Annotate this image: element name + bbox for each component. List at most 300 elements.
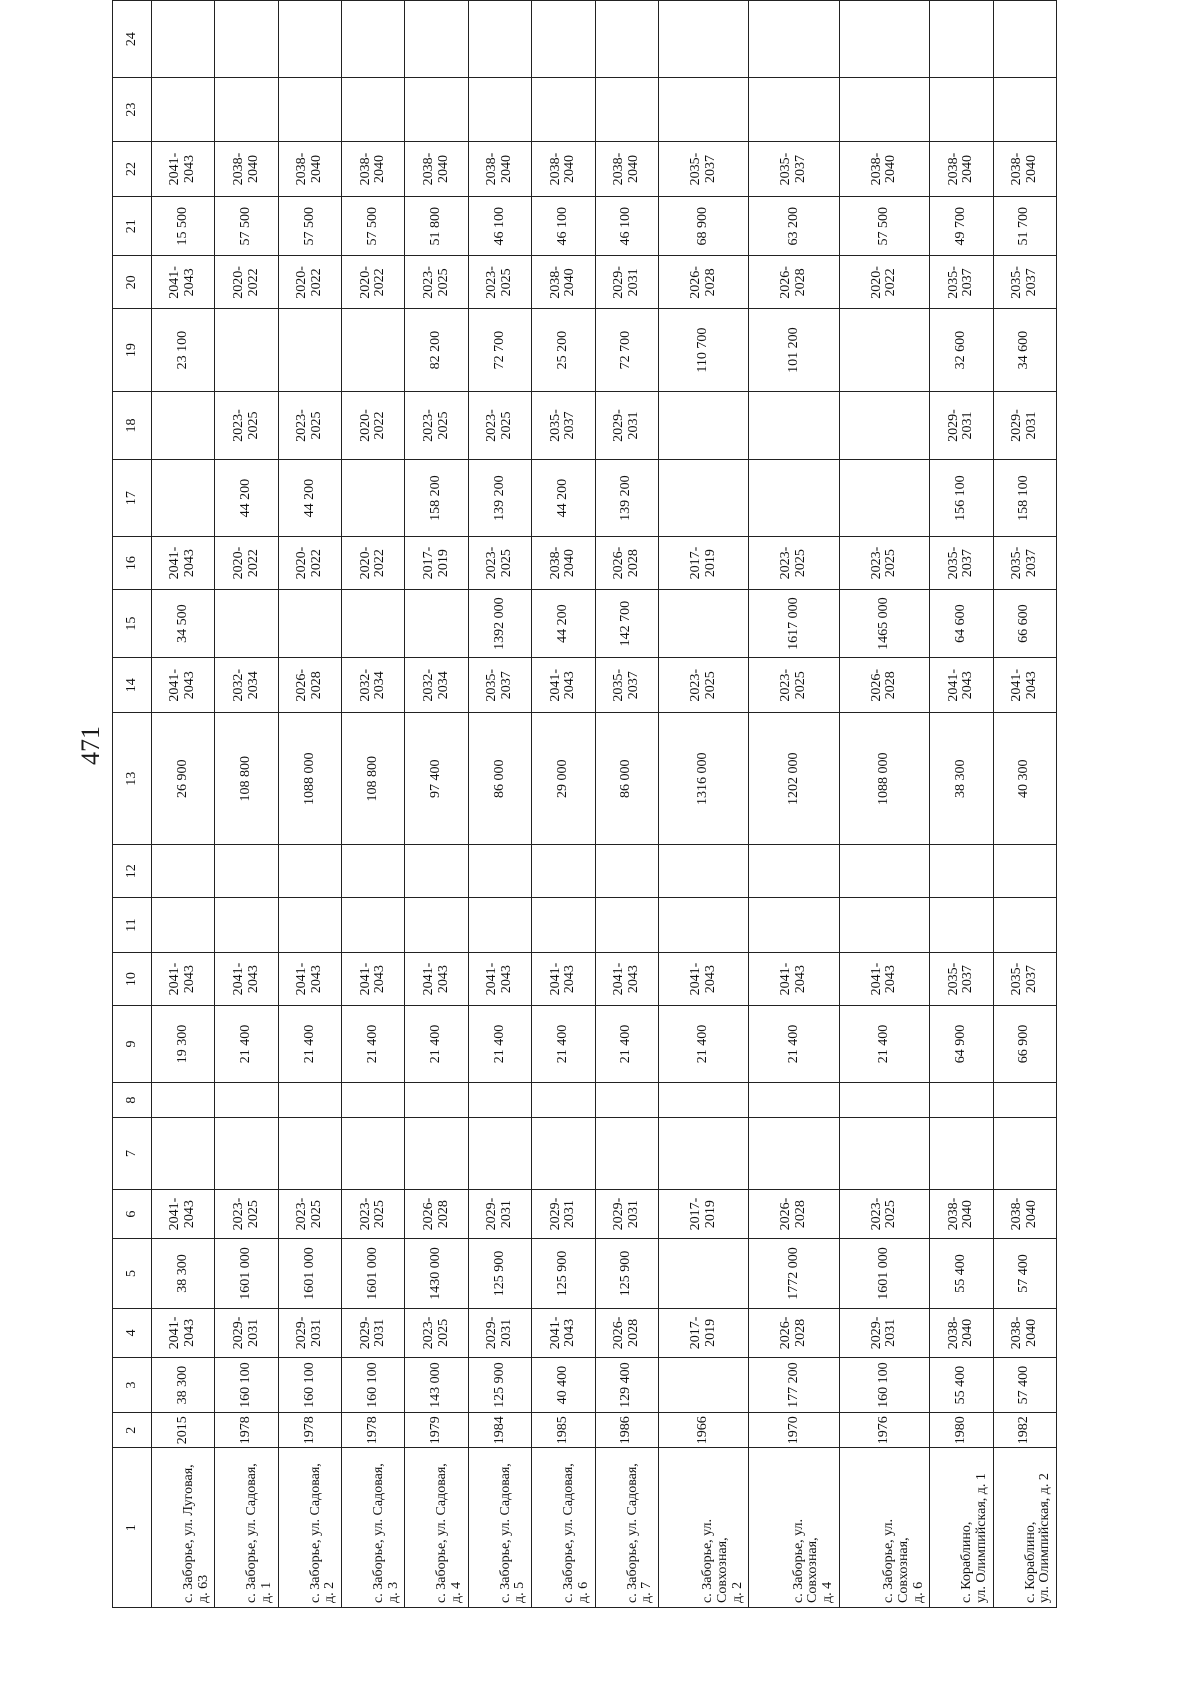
table-cell bbox=[468, 1083, 531, 1118]
table-cell: 26 900 bbox=[152, 713, 215, 845]
table-cell: 2023- 2025 bbox=[405, 256, 468, 309]
table-cell: 57 500 bbox=[839, 197, 929, 256]
table-cell bbox=[342, 898, 405, 953]
table-cell: 55 400 bbox=[930, 1239, 993, 1308]
table-cell: 2038- 2040 bbox=[532, 256, 595, 309]
table-cell: 72 700 bbox=[468, 309, 531, 392]
column-header-18: 18 bbox=[113, 391, 152, 459]
table-cell bbox=[658, 1239, 748, 1308]
table-cell: 64 900 bbox=[930, 1006, 993, 1083]
table-cell bbox=[839, 391, 929, 459]
table-cell bbox=[993, 1118, 1056, 1190]
table-cell: 1601 000 bbox=[278, 1239, 341, 1308]
table-cell: 2020- 2022 bbox=[342, 391, 405, 459]
table-cell: 2032- 2034 bbox=[215, 658, 278, 713]
table-cell bbox=[405, 589, 468, 657]
table-cell: 2023- 2025 bbox=[658, 658, 748, 713]
table-cell: 57 400 bbox=[993, 1239, 1056, 1308]
table-cell bbox=[839, 1118, 929, 1190]
table-cell bbox=[468, 78, 531, 142]
table-cell bbox=[532, 1083, 595, 1118]
table-cell: 2041- 2043 bbox=[595, 953, 658, 1006]
table-cell: 2029- 2031 bbox=[468, 1189, 531, 1239]
table-cell: 21 400 bbox=[405, 1006, 468, 1083]
column-header-23: 23 bbox=[113, 78, 152, 142]
table-cell: 57 500 bbox=[278, 197, 341, 256]
table-cell: 1978 bbox=[342, 1413, 405, 1448]
table-cell bbox=[342, 78, 405, 142]
table-cell bbox=[152, 1, 215, 78]
table-cell: 158 100 bbox=[993, 460, 1056, 537]
table-cell: 44 200 bbox=[532, 460, 595, 537]
table-row bbox=[595, 1, 658, 1608]
table-cell: 2023- 2025 bbox=[405, 1308, 468, 1358]
table-cell bbox=[215, 1, 278, 78]
table-cell bbox=[405, 898, 468, 953]
table-cell: 46 100 bbox=[468, 197, 531, 256]
column-header-1: 1 bbox=[113, 1448, 152, 1608]
table-cell: 1601 000 bbox=[215, 1239, 278, 1308]
table-cell: 21 400 bbox=[658, 1006, 748, 1083]
table-cell: 2035- 2037 bbox=[658, 142, 748, 197]
table-cell bbox=[993, 845, 1056, 898]
table-cell bbox=[342, 589, 405, 657]
table-cell bbox=[405, 1083, 468, 1118]
table-cell: 2038- 2040 bbox=[930, 142, 993, 197]
table-cell: 2041- 2043 bbox=[993, 658, 1056, 713]
table-cell: 1772 000 bbox=[749, 1239, 839, 1308]
table-cell: 1986 bbox=[595, 1413, 658, 1448]
table-cell: 1088 000 bbox=[278, 713, 341, 845]
column-header-10: 10 bbox=[113, 953, 152, 1006]
table-cell: 2023- 2025 bbox=[342, 1189, 405, 1239]
table-row bbox=[215, 1, 278, 1608]
table-cell: 177 200 bbox=[749, 1358, 839, 1413]
table-cell bbox=[595, 1118, 658, 1190]
address-cell: с. Заборье, ул. Луговая, д. 63 bbox=[152, 1448, 215, 1608]
header-row bbox=[113, 1, 152, 1608]
column-header-2: 2 bbox=[113, 1413, 152, 1448]
table-cell: 160 100 bbox=[839, 1358, 929, 1413]
table-cell: 2035- 2037 bbox=[993, 256, 1056, 309]
table-cell: 2020- 2022 bbox=[215, 256, 278, 309]
table-cell: 1976 bbox=[839, 1413, 929, 1448]
table-cell: 2020- 2022 bbox=[342, 537, 405, 590]
table-cell: 57 400 bbox=[993, 1358, 1056, 1413]
table-cell: 2035- 2037 bbox=[930, 537, 993, 590]
table-cell bbox=[658, 460, 748, 537]
table-cell: 2041- 2043 bbox=[532, 1308, 595, 1358]
table-cell bbox=[405, 78, 468, 142]
table-cell bbox=[749, 1118, 839, 1190]
table-cell: 2041- 2043 bbox=[152, 537, 215, 590]
table-cell bbox=[839, 460, 929, 537]
table-cell bbox=[278, 845, 341, 898]
table-cell: 2032- 2034 bbox=[342, 658, 405, 713]
table-cell: 2041- 2043 bbox=[405, 953, 468, 1006]
table-cell: 29 000 bbox=[532, 713, 595, 845]
table-cell: 2023- 2025 bbox=[278, 391, 341, 459]
table-cell: 2041- 2043 bbox=[532, 953, 595, 1006]
table-cell: 1982 bbox=[993, 1413, 1056, 1448]
table-cell bbox=[532, 845, 595, 898]
address-cell: с. Заборье, ул. Садовая, д. 7 bbox=[595, 1448, 658, 1608]
table-cell: 2038- 2040 bbox=[993, 142, 1056, 197]
table-cell bbox=[658, 589, 748, 657]
table-cell: 125 900 bbox=[595, 1239, 658, 1308]
table-cell: 46 100 bbox=[595, 197, 658, 256]
table-cell: 25 200 bbox=[532, 309, 595, 392]
table-cell bbox=[658, 1083, 748, 1118]
column-header-7: 7 bbox=[113, 1118, 152, 1190]
table-cell bbox=[993, 78, 1056, 142]
table-cell: 2038- 2040 bbox=[215, 142, 278, 197]
table-row bbox=[405, 1, 468, 1608]
table-cell bbox=[993, 1083, 1056, 1118]
table-cell: 2041- 2043 bbox=[839, 953, 929, 1006]
column-header-17: 17 bbox=[113, 460, 152, 537]
table-cell bbox=[215, 898, 278, 953]
table-cell: 139 200 bbox=[468, 460, 531, 537]
table-cell bbox=[342, 1083, 405, 1118]
address-cell: с. Заборье, ул. Садовая, д. 1 bbox=[215, 1448, 278, 1608]
table-cell bbox=[278, 589, 341, 657]
table-cell: 40 400 bbox=[532, 1358, 595, 1413]
table-cell: 1978 bbox=[278, 1413, 341, 1448]
table-row bbox=[749, 1, 839, 1608]
table-cell bbox=[658, 1118, 748, 1190]
address-cell: с. Заборье, ул. Садовая, д. 4 bbox=[405, 1448, 468, 1608]
table-cell: 160 100 bbox=[278, 1358, 341, 1413]
table-cell: 57 500 bbox=[342, 197, 405, 256]
table-cell: 1601 000 bbox=[342, 1239, 405, 1308]
table-cell: 2038- 2040 bbox=[532, 537, 595, 590]
table-cell bbox=[215, 589, 278, 657]
table-cell: 2041- 2043 bbox=[152, 142, 215, 197]
table-cell: 1966 bbox=[658, 1413, 748, 1448]
table-cell: 46 100 bbox=[532, 197, 595, 256]
column-header-21: 21 bbox=[113, 197, 152, 256]
table-cell: 101 200 bbox=[749, 309, 839, 392]
table-cell: 44 200 bbox=[278, 460, 341, 537]
table-cell bbox=[468, 845, 531, 898]
table-cell: 86 000 bbox=[595, 713, 658, 845]
table-cell: 2035- 2037 bbox=[930, 256, 993, 309]
table-cell: 2041- 2043 bbox=[749, 953, 839, 1006]
table-cell bbox=[532, 898, 595, 953]
table-cell: 2029- 2031 bbox=[278, 1308, 341, 1358]
table-cell: 2041- 2043 bbox=[152, 953, 215, 1006]
table-cell: 2041- 2043 bbox=[152, 1189, 215, 1239]
table-row bbox=[930, 1, 993, 1608]
table-cell bbox=[839, 1083, 929, 1118]
table-cell bbox=[749, 78, 839, 142]
table-row bbox=[278, 1, 341, 1608]
table-cell: 1601 000 bbox=[839, 1239, 929, 1308]
table-cell: 44 200 bbox=[532, 589, 595, 657]
table-cell: 108 800 bbox=[215, 713, 278, 845]
table-cell: 2023- 2025 bbox=[839, 537, 929, 590]
column-header-5: 5 bbox=[113, 1239, 152, 1308]
table-cell bbox=[595, 78, 658, 142]
table-cell bbox=[215, 845, 278, 898]
table-cell bbox=[658, 1358, 748, 1413]
table-cell: 2035- 2037 bbox=[749, 142, 839, 197]
table-cell: 143 000 bbox=[405, 1358, 468, 1413]
table-cell: 1316 000 bbox=[658, 713, 748, 845]
table-cell: 125 900 bbox=[532, 1239, 595, 1308]
table-cell bbox=[595, 898, 658, 953]
table-cell: 63 200 bbox=[749, 197, 839, 256]
column-header-11: 11 bbox=[113, 898, 152, 953]
table-row bbox=[342, 1, 405, 1608]
table-cell: 44 200 bbox=[215, 460, 278, 537]
table-cell bbox=[930, 898, 993, 953]
table-cell bbox=[749, 1, 839, 78]
table-cell: 21 400 bbox=[532, 1006, 595, 1083]
table-cell: 2023- 2025 bbox=[405, 391, 468, 459]
address-cell: с. Заборье, ул. Садовая, д. 6 bbox=[532, 1448, 595, 1608]
table-cell: 129 400 bbox=[595, 1358, 658, 1413]
table-cell: 2026- 2028 bbox=[658, 256, 748, 309]
table-cell: 125 900 bbox=[468, 1239, 531, 1308]
table-cell: 21 400 bbox=[839, 1006, 929, 1083]
table-row bbox=[152, 1, 215, 1608]
table-cell bbox=[152, 391, 215, 459]
table-cell: 2041- 2043 bbox=[468, 953, 531, 1006]
table-cell: 51 700 bbox=[993, 197, 1056, 256]
table-cell bbox=[532, 1118, 595, 1190]
table-cell: 142 700 bbox=[595, 589, 658, 657]
table-cell: 2029- 2031 bbox=[595, 1189, 658, 1239]
table-cell: 2029- 2031 bbox=[468, 1308, 531, 1358]
table-cell: 160 100 bbox=[342, 1358, 405, 1413]
table-cell: 2023- 2025 bbox=[215, 391, 278, 459]
table-row bbox=[839, 1, 929, 1608]
table-cell: 2017- 2019 bbox=[405, 537, 468, 590]
table-cell bbox=[839, 309, 929, 392]
table-cell: 2020- 2022 bbox=[215, 537, 278, 590]
table-row bbox=[468, 1, 531, 1608]
address-cell: с. Заборье, ул. Садовая, д. 2 bbox=[278, 1448, 341, 1608]
table-cell: 66 600 bbox=[993, 589, 1056, 657]
table-cell bbox=[405, 845, 468, 898]
table-cell: 2029- 2031 bbox=[215, 1308, 278, 1358]
table-cell: 2026- 2028 bbox=[839, 658, 929, 713]
table-cell: 2023- 2025 bbox=[468, 256, 531, 309]
address-cell: с. Кораблино, ул. Олимпийская, д. 2 bbox=[993, 1448, 1056, 1608]
table-cell: 55 400 bbox=[930, 1358, 993, 1413]
table-cell: 2041- 2043 bbox=[532, 658, 595, 713]
table-cell: 2029- 2031 bbox=[839, 1308, 929, 1358]
table-cell bbox=[468, 1, 531, 78]
table-cell: 15 500 bbox=[152, 197, 215, 256]
table-cell: 2029- 2031 bbox=[993, 391, 1056, 459]
table-cell: 2020- 2022 bbox=[278, 537, 341, 590]
column-header-8: 8 bbox=[113, 1083, 152, 1118]
table-cell bbox=[215, 78, 278, 142]
table-cell bbox=[839, 78, 929, 142]
table-cell: 2017- 2019 bbox=[658, 1189, 748, 1239]
table-cell: 2017- 2019 bbox=[658, 537, 748, 590]
table-cell: 2038- 2040 bbox=[839, 142, 929, 197]
column-header-9: 9 bbox=[113, 1006, 152, 1083]
table-cell: 2038- 2040 bbox=[595, 142, 658, 197]
table-cell: 97 400 bbox=[405, 713, 468, 845]
table-cell bbox=[278, 1118, 341, 1190]
table-cell: 32 600 bbox=[930, 309, 993, 392]
table-cell bbox=[930, 845, 993, 898]
table-cell bbox=[595, 845, 658, 898]
table-cell: 1202 000 bbox=[749, 713, 839, 845]
table-cell bbox=[215, 1118, 278, 1190]
table-cell bbox=[749, 460, 839, 537]
table-cell: 125 900 bbox=[468, 1358, 531, 1413]
table-cell bbox=[342, 460, 405, 537]
table-cell bbox=[468, 898, 531, 953]
table-cell bbox=[658, 845, 748, 898]
table-cell: 2038- 2040 bbox=[993, 1308, 1056, 1358]
table-cell: 2038- 2040 bbox=[993, 1189, 1056, 1239]
table-cell bbox=[658, 391, 748, 459]
table-cell: 21 400 bbox=[342, 1006, 405, 1083]
table-cell bbox=[342, 1, 405, 78]
table-cell: 1985 bbox=[532, 1413, 595, 1448]
table-cell bbox=[278, 78, 341, 142]
table-cell bbox=[993, 898, 1056, 953]
table-cell bbox=[152, 460, 215, 537]
table-cell bbox=[595, 1083, 658, 1118]
table-cell: 1430 000 bbox=[405, 1239, 468, 1308]
table-cell: 40 300 bbox=[993, 713, 1056, 845]
column-header-12: 12 bbox=[113, 845, 152, 898]
table-cell bbox=[278, 898, 341, 953]
table-cell: 2020- 2022 bbox=[278, 256, 341, 309]
table-row bbox=[658, 1, 748, 1608]
table-cell: 2035- 2037 bbox=[468, 658, 531, 713]
table-cell bbox=[532, 1, 595, 78]
table-cell: 2035- 2037 bbox=[532, 391, 595, 459]
table-cell: 2020- 2022 bbox=[839, 256, 929, 309]
table-cell: 66 900 bbox=[993, 1006, 1056, 1083]
table-cell: 1979 bbox=[405, 1413, 468, 1448]
table-cell: 21 400 bbox=[468, 1006, 531, 1083]
table-cell: 1970 bbox=[749, 1413, 839, 1448]
table-cell bbox=[930, 1, 993, 78]
table-cell: 19 300 bbox=[152, 1006, 215, 1083]
table-cell: 2038- 2040 bbox=[468, 142, 531, 197]
table-cell: 1088 000 bbox=[839, 713, 929, 845]
table-cell: 2038- 2040 bbox=[930, 1189, 993, 1239]
table-cell: 139 200 bbox=[595, 460, 658, 537]
table-cell: 2029- 2031 bbox=[930, 391, 993, 459]
table-cell bbox=[839, 1, 929, 78]
table-cell bbox=[278, 309, 341, 392]
address-cell: с. Заборье, ул. Садовая, д. 5 bbox=[468, 1448, 531, 1608]
table-cell: 38 300 bbox=[152, 1358, 215, 1413]
table-cell bbox=[839, 898, 929, 953]
table-cell: 2038- 2040 bbox=[278, 142, 341, 197]
table-cell: 2020- 2022 bbox=[342, 256, 405, 309]
table-cell: 38 300 bbox=[930, 713, 993, 845]
address-cell: с. Заборье, ул. Совхозная, д. 2 bbox=[658, 1448, 748, 1608]
table-cell: 2035- 2037 bbox=[930, 953, 993, 1006]
column-header-4: 4 bbox=[113, 1308, 152, 1358]
table-cell: 2041- 2043 bbox=[215, 953, 278, 1006]
table-cell: 2041- 2043 bbox=[278, 953, 341, 1006]
table-cell bbox=[993, 1, 1056, 78]
table-cell bbox=[839, 845, 929, 898]
table-cell: 2041- 2043 bbox=[152, 256, 215, 309]
table-cell: 2026- 2028 bbox=[749, 1189, 839, 1239]
column-header-16: 16 bbox=[113, 537, 152, 590]
column-header-19: 19 bbox=[113, 309, 152, 392]
table-cell: 2026- 2028 bbox=[278, 658, 341, 713]
table-cell: 2026- 2028 bbox=[749, 256, 839, 309]
table-cell: 1465 000 bbox=[839, 589, 929, 657]
table-cell: 21 400 bbox=[278, 1006, 341, 1083]
table-cell bbox=[749, 391, 839, 459]
address-cell: с. Заборье, ул. Совхозная, д. 6 bbox=[839, 1448, 929, 1608]
table-cell: 2023- 2025 bbox=[749, 658, 839, 713]
table-cell: 82 200 bbox=[405, 309, 468, 392]
column-header-6: 6 bbox=[113, 1189, 152, 1239]
table-cell: 21 400 bbox=[215, 1006, 278, 1083]
table-cell: 51 800 bbox=[405, 197, 468, 256]
table-cell: 158 200 bbox=[405, 460, 468, 537]
table-cell: 38 300 bbox=[152, 1239, 215, 1308]
address-cell: с. Заборье, ул. Садовая, д. 3 bbox=[342, 1448, 405, 1608]
table-cell: 2029- 2031 bbox=[342, 1308, 405, 1358]
table-cell: 110 700 bbox=[658, 309, 748, 392]
table-cell bbox=[658, 1, 748, 78]
table-cell: 2026- 2028 bbox=[595, 537, 658, 590]
table-cell: 64 600 bbox=[930, 589, 993, 657]
table-row bbox=[532, 1, 595, 1608]
table-cell: 2026- 2028 bbox=[749, 1308, 839, 1358]
table-cell: 156 100 bbox=[930, 460, 993, 537]
table-cell bbox=[152, 1118, 215, 1190]
table-cell: 2023- 2025 bbox=[278, 1189, 341, 1239]
address-cell: с. Заборье, ул. Совхозная, д. 4 bbox=[749, 1448, 839, 1608]
column-header-20: 20 bbox=[113, 256, 152, 309]
table-cell: 2029- 2031 bbox=[532, 1189, 595, 1239]
table-cell bbox=[930, 1083, 993, 1118]
table-cell bbox=[749, 1083, 839, 1118]
table-cell: 1978 bbox=[215, 1413, 278, 1448]
table-cell bbox=[215, 309, 278, 392]
column-header-24: 24 bbox=[113, 1, 152, 78]
table-cell: 68 900 bbox=[658, 197, 748, 256]
table-cell: 21 400 bbox=[595, 1006, 658, 1083]
table-cell bbox=[930, 78, 993, 142]
table-cell bbox=[342, 845, 405, 898]
table-cell: 2035- 2037 bbox=[993, 537, 1056, 590]
table-cell: 2023- 2025 bbox=[215, 1189, 278, 1239]
column-header-13: 13 bbox=[113, 713, 152, 845]
column-header-3: 3 bbox=[113, 1358, 152, 1413]
page-number: 471 bbox=[76, 726, 105, 765]
table-cell bbox=[930, 1118, 993, 1190]
table-cell: 23 100 bbox=[152, 309, 215, 392]
table-cell: 2026- 2028 bbox=[405, 1189, 468, 1239]
table-cell bbox=[749, 898, 839, 953]
table-cell: 2038- 2040 bbox=[930, 1308, 993, 1358]
column-header-15: 15 bbox=[113, 589, 152, 657]
table-cell: 72 700 bbox=[595, 309, 658, 392]
table-cell: 86 000 bbox=[468, 713, 531, 845]
table-cell bbox=[658, 898, 748, 953]
